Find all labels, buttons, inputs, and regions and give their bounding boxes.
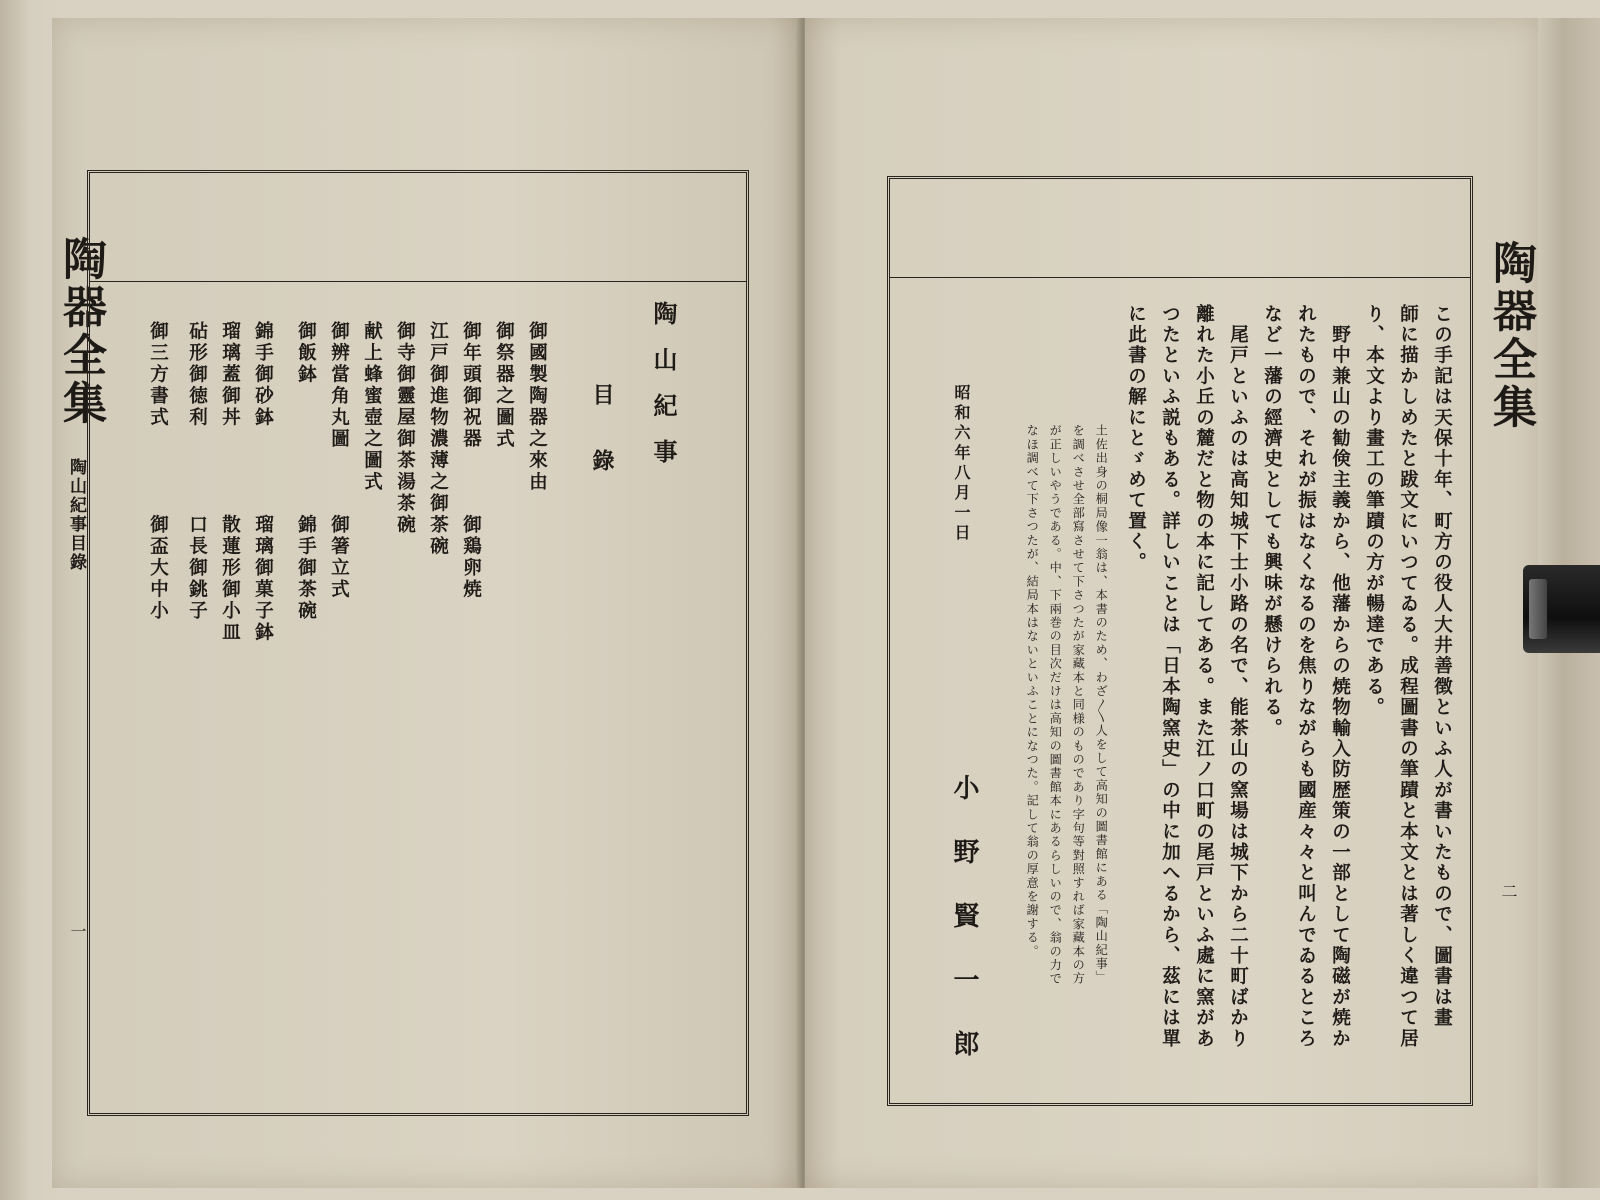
note-column: 土佐出身の桐局像一翁は、本書のため、わざ〳〵人をして高知の圖書館にある「陶山紀事」 (1094, 424, 1109, 985)
body-column: この手記は天保十年、町方の役人大井善徴といふ人が書いたもので、圖書は畫 (1431, 304, 1453, 1029)
note-column: なほ調べて下さつたが、結局本はないといふことになつた。記して翁の厚意を謝する。 (1025, 424, 1040, 959)
body-column: つたといふ説もある。詳しいことは「日本陶窯史」の中に加へるから、茲には單 (1159, 304, 1181, 1050)
toc-item: 御祭器之圖式 (493, 321, 515, 450)
toc-item: 砧形御徳利 口長御銚子 (186, 321, 208, 622)
toc-subheading: 目錄 (589, 383, 615, 515)
body-column: り、本文より畫工の筆蹟の方が暢達である。 (1363, 304, 1385, 718)
binder-clip (1523, 565, 1600, 653)
left-running-title: 陶器全集 (55, 236, 106, 428)
body-column: に此書の解にとゞめて置く。 (1125, 304, 1147, 574)
body-column: れたもので、それが振はなくなるのを焦りながらも國産々々と叫んでゐるところ (1295, 304, 1317, 1050)
right-running-title: 陶器全集 (1485, 240, 1536, 432)
toc-item: 錦手御砂鉢 瑠璃御菓子鉢 (252, 321, 274, 644)
date: 昭和六年八月一日 (952, 384, 971, 544)
toc-item: 御飯鉢 錦手御茶碗 (295, 321, 317, 622)
toc-item: 御三方書式 御盃大中小 (147, 321, 169, 622)
right-header-rule (890, 277, 1470, 278)
right-page (805, 18, 1540, 1188)
toc-item: 御辨當角丸圖 御箸立式 (328, 321, 350, 601)
body-column: 師に描かしめたと跋文にいつてゐる。成程圖書の筆蹟と本文とは著しく違つて居 (1397, 304, 1419, 1050)
left-running-subtitle: 陶山紀事目錄 (66, 458, 86, 572)
toc-item: 瑠璃蓋御丼 散蓮形御小皿 (219, 321, 241, 644)
body-column: 野中兼山の勧倹主義から、他藩からの焼物輸入防歴策の一部として陶磁が焼か (1329, 304, 1351, 1050)
left-page-number: 一 (68, 923, 87, 939)
toc-item: 江戸御進物濃薄之御茶碗 (427, 321, 449, 558)
left-page (52, 18, 800, 1188)
toc-item: 御年頭御祝器 御鶏卵焼 (460, 321, 482, 601)
toc-item: 御寺御靈屋御茶湯茶碗 (394, 321, 416, 536)
right-page-number: 二 (1499, 883, 1518, 899)
author: 小野賢一郎 (949, 774, 979, 1094)
note-column: を調べさせ全部寫させて下さつたが家藏本と同様のものであり字句等對照すれば家藏本の方 (1071, 424, 1086, 986)
toc-heading: 陶山紀事 (649, 301, 678, 485)
toc-item: 献上蜂蜜壺之圖式 (361, 321, 383, 493)
body-column: など一藩の經濟史としても興味が懸けられる。 (1261, 304, 1283, 739)
right-frame (887, 176, 1473, 1106)
toc-item: 御國製陶器之來由 (526, 321, 548, 493)
left-frame (87, 170, 749, 1116)
body-column: 離れた小丘の麓だと物の本に記してある。また江ノ口町の尾戸といふ處に窯があ (1193, 304, 1215, 1050)
left-header-rule (90, 281, 746, 282)
note-column: が正しいやうである。中、下兩巻の目次だけは高知の圖書館本にあるらしいので、翁の力で (1048, 424, 1063, 986)
body-column: 尾戸といふのは高知城下士小路の名で、能茶山の窯場は城下から二十町ばかり (1227, 304, 1249, 1050)
